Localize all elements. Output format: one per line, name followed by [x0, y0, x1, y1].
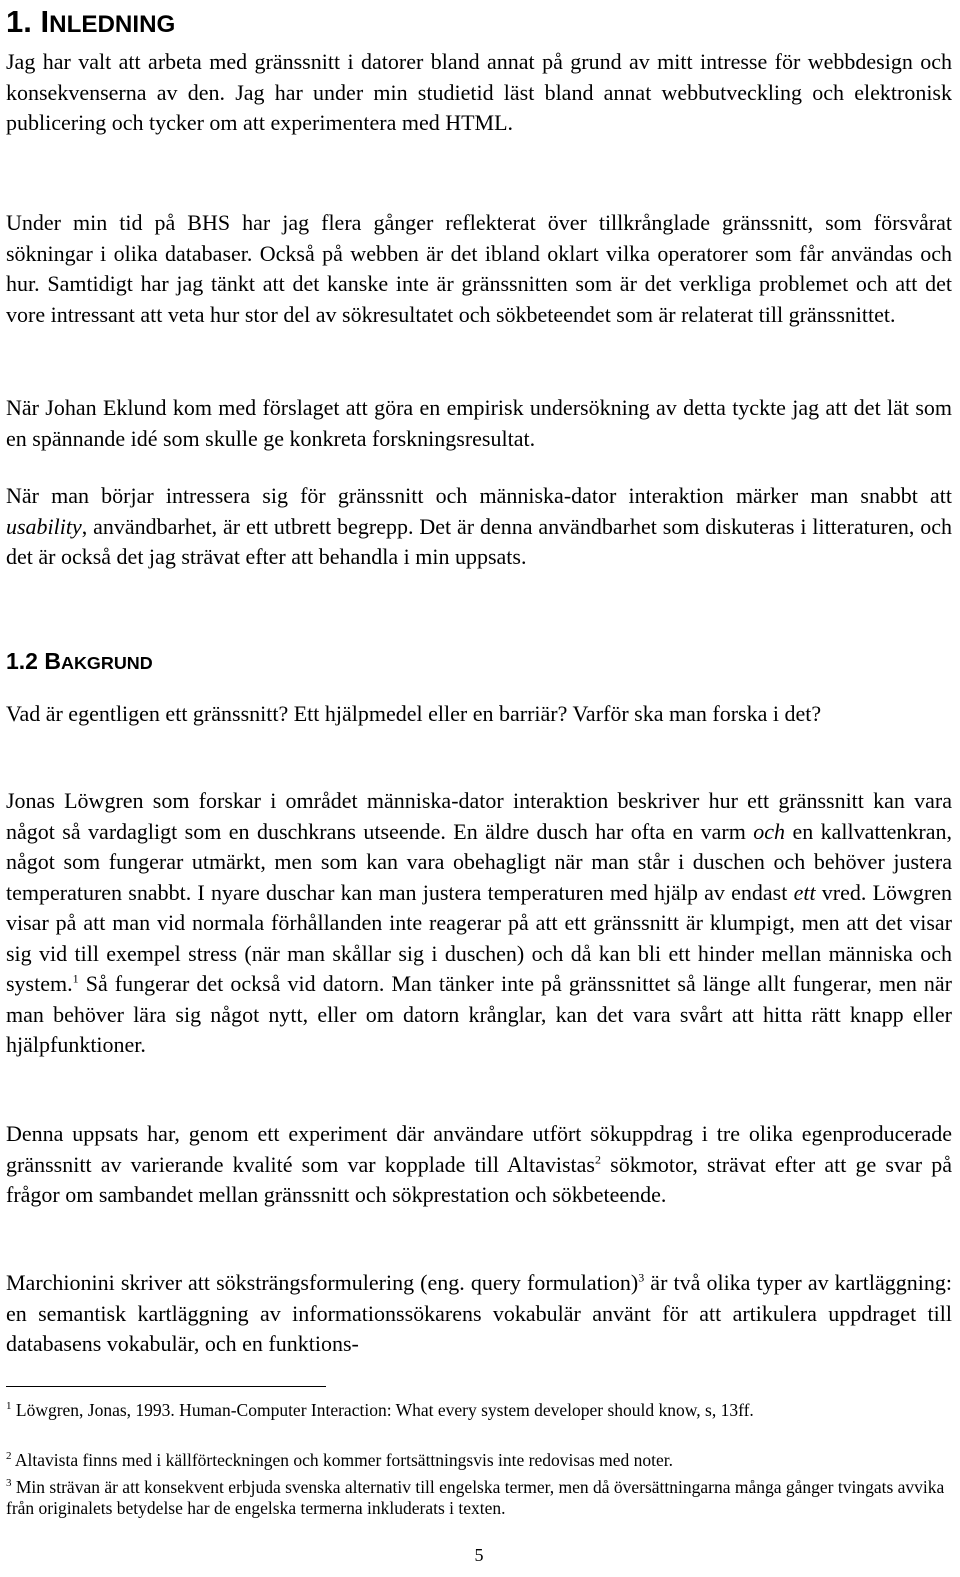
paragraph-3: När Johan Eklund kom med förslaget att göra en empirisk undersökning av detta tyckte jag att det lät som en spännande idé som skulle ge konkreta forskningsresultat. [6, 395, 952, 451]
footnote-3 [6, 1477, 952, 1519]
paragraph-1: Jag har valt att arbeta med gränssnitt i datorer bland annat på grund av mitt intresse för webbdesign och konsekvenserna av den. Jag har under min studietid läst bland annat webbutveckling och elektronisk publicering och tycker om att experimentera med HTML. [6, 49, 952, 135]
section-heading-bakgrund [6, 646, 153, 678]
paragraph-8-text-a: Marchionini skriver att söksträngsformulering (eng. query formulation) [6, 1270, 639, 1295]
heading-first-letter: B [44, 648, 61, 674]
heading-number: 1.2 [6, 648, 45, 674]
footnote-text: Altavista finns med i källförteckningen och kommer fortsättningsvis inte redovisas med noter. [14, 1450, 673, 1470]
footnote-ref-1: 1 [72, 971, 79, 986]
paragraph-7 [6, 1119, 952, 1211]
paragraph-6-emphasis-och: och [753, 818, 786, 844]
heading-number: 1. [6, 4, 32, 39]
footnote-1 [6, 1400, 952, 1421]
footnote-ref-3: 3 [638, 1270, 645, 1285]
paragraph-2: Under min tid på BHS har jag flera gånger reflekterat över tillkrånglade gränssnitt, som försvårat sökningar i olika databaser. Också på webben är det ibland oklart vilka operatorer som får användas och hur. Samtidigt har jag tänkt att det kanske inte är gränssnitten som är det verkliga problemet och att det vore intressant att veta hur stor del av sökresultatet och sökbeteendet som är relaterat till gränssnittet. [6, 210, 952, 327]
section-heading-inledning [6, 4, 175, 43]
footnote-number: 1 [6, 1400, 12, 1413]
paragraph-7-text-b: sökmotor, strävat efter att ge svar på frågor om sambandet mellan gränssnitt och sökprestation och sökbeteende. [6, 1151, 952, 1207]
paragraph-4-emphasis: usability [6, 513, 82, 539]
footnote-divider [6, 1386, 326, 1387]
heading-rest: NLEDNING [49, 11, 176, 38]
paragraph-7-text-a: Denna uppsats har, genom ett experiment där användare utfört sökuppdrag i tre olika egenproducerade gränssnitt av varierande kvalité som var kopplade till Altavistas [6, 1121, 952, 1177]
heading-first-letter: I [40, 4, 50, 39]
paragraph-5: Vad är egentligen ett gränssnitt? Ett hjälpmedel eller en barriär? Varför ska man forska i det? [6, 701, 822, 726]
footnote-text: Löwgren, Jonas, 1993. Human-Computer Interaction: What every system developer should know, s, 13ff. [15, 1400, 754, 1420]
paragraph-6-text-a: Jonas Löwgren som forskar i området människa-dator interaktion beskriver hur ett gränssnitt kan vara något så vardagligt som en duschkrans utseende. En äldre dusch har ofta en varm [6, 788, 952, 844]
footnote-number: 2 [6, 1450, 12, 1463]
footnote-number: 3 [6, 1477, 12, 1490]
footnote-ref-2: 2 [594, 1152, 601, 1167]
page-number: 5 [474, 1545, 484, 1565]
footnote-text: Min strävan är att konsekvent erbjuda svenska alternativ till engelska termer, men då översättningarna många gånger tvingats avvika från originalets betydelse har de engelska termerna inkluderats i texten. [6, 1477, 945, 1518]
paragraph-4 [6, 481, 952, 573]
paragraph-8 [6, 1268, 952, 1360]
paragraph-4-text-b: , användbarhet, är ett utbrett begrepp. Det är denna användbarhet som diskuteras i litteraturen, och det är också det jag strävat efter att behandla i min uppsats. [6, 513, 952, 569]
paragraph-6-text-b: en kallvattenkran, något som fungerar utmärkt, men som kan vara obehagligt när man står i duschen och behöver justera temperaturen snabbt. I nyare duschar kan man justera temperaturen med hjälp av endast [6, 818, 952, 905]
footnote-2 [6, 1450, 952, 1471]
paragraph-8-text-b: är två olika typer av kartläggning: en semantisk kartläggning av informationssökarens vokabulär använt för att artikulera uppdraget till databasens vokabulär, och en funktions- [6, 1270, 952, 1356]
paragraph-4-text-a: När man börjar intressera sig för gränssnitt och människa-dator interaktion märker man snabbt att [6, 483, 952, 508]
heading-rest: AKGRUND [61, 653, 153, 673]
paragraph-6-text-c: vred. Löwgren visar på att man vid normala förhållanden inte reagerar på att ett gränssnitt är klumpigt, men att det visar sig vid till exempel stress (när man skållar sig i duschen) och då kan bli ett hinder mellan människa och system. [6, 879, 953, 996]
paragraph-6 [6, 786, 952, 1061]
paragraph-6-emphasis-ett: ett [793, 879, 816, 905]
paragraph-6-text-d: Så fungerar det också vid datorn. Man tänker inte på gränssnittet så länge allt fungerar, men när man behöver lära sig något nytt, eller om datorn krånglar, kan det vara svårt att hitta rätt knapp eller hjälpfunktioner. [6, 971, 952, 1057]
